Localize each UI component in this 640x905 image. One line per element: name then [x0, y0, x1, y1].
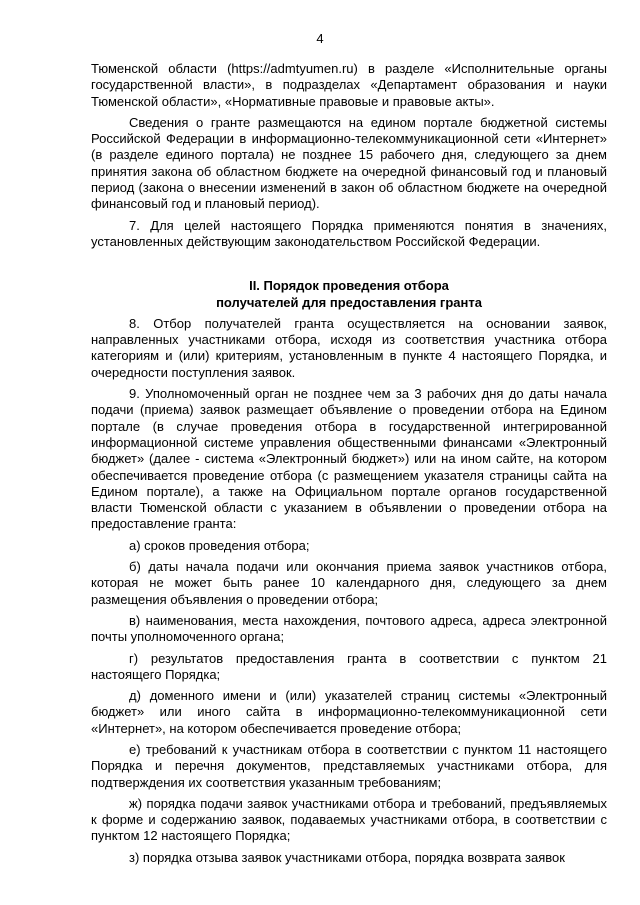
section-heading-line1: II. Порядок проведения отбора — [249, 278, 449, 294]
list-item-v: в) наименования, места нахождения, почтового адреса, адреса электронной почты уполномоченного органа; — [91, 612, 607, 645]
paragraph-continuation: Тюменской области (https://admtyumen.ru) в разделе «Исполнительные органы государственной власти», в подразделах «Департамент образования и науки Тюменской области», «Нормативные правовые и правовые акты». — [91, 61, 607, 109]
paragraph-7: 7. Для целей настоящего Порядка применяются понятия в значениях, установленных действующим законодательством Российской Федерации. — [91, 217, 607, 249]
list-item-g: г) результатов предоставления гранта в соответствии с пунктом 21 настоящего Порядка; — [91, 650, 607, 682]
list-item-zh: ж) порядка подачи заявок участниками отбора и требований, предъявляемых к форме и содержанию заявок, подаваемых участниками отбора, в соответствии с пунктом 12 настоящего Порядка; — [91, 795, 607, 844]
list-item-e: е) требований к участникам отбора в соответствии с пунктом 11 настоящего Порядка и перечня документов, представляемых участниками отбора, для подтверждения их соответствия указанным требованиям; — [91, 741, 607, 790]
paragraph-8: 8. Отбор получателей гранта осуществляется на основании заявок, направленных участниками отбора, исходя из соответствия участника отбора категориям и (или) критериям, установленным в пункте 4 настоящего Порядка, и очередности поступления заявок. — [91, 315, 607, 380]
paragraph-9: 9. Уполномоченный орган не позднее чем за 3 рабочих дня до даты начала подачи (приема) заявок размещает объявление о проведении отбора на Едином портале (в случае проведения отбора в государственной интегрированной информационной системе управления общественными финансами «Электронный бюджет» (далее - система «Электронный бюджет») или на ином сайте, на котором обеспечивается проведение отбора (с размещением указателя страницы сайта на Едином портале), а также на Официальном портале органов государственной власти Тюменской области с указанием в объявлении о проведении отбора на предоставление гранта: — [91, 386, 607, 532]
page-number: 4 — [316, 31, 324, 46]
list-item-d: д) доменного имени и (или) указателей страниц системы «Электронный бюджет» или иного сайта в информационно-телекоммуникационной сети «Интернет», на котором обеспечивается проведение отбора; — [91, 688, 607, 736]
list-item-b: б) даты начала подачи или окончания приема заявок участников отбора, которая не может быть ранее 10 календарного дня, следующего за днем размещения объявления о проведении отбора; — [91, 559, 607, 607]
section-heading-line2: получателей для предоставления гранта — [216, 294, 482, 310]
document-body — [91, 61, 607, 866]
list-item-a: а) сроков проведения отбора; — [129, 537, 310, 553]
list-item-z: з) порядка отзыва заявок участниками отбора, порядка возврата заявок — [129, 849, 565, 865]
paragraph-grant-info: Сведения о гранте размещаются на едином портале бюджетной системы Российской Федерации в информационно-телекоммуникационной сети «Интернет» (в разделе единого портала) не позднее 15 рабочего дня, следующего за днем принятия закона об областном бюджете на очередной финансовый год и плановый период (закона о внесении изменений в закон об областном бюджете на очередной финансовый год и плановый период). — [91, 114, 607, 212]
section-heading — [91, 278, 607, 311]
